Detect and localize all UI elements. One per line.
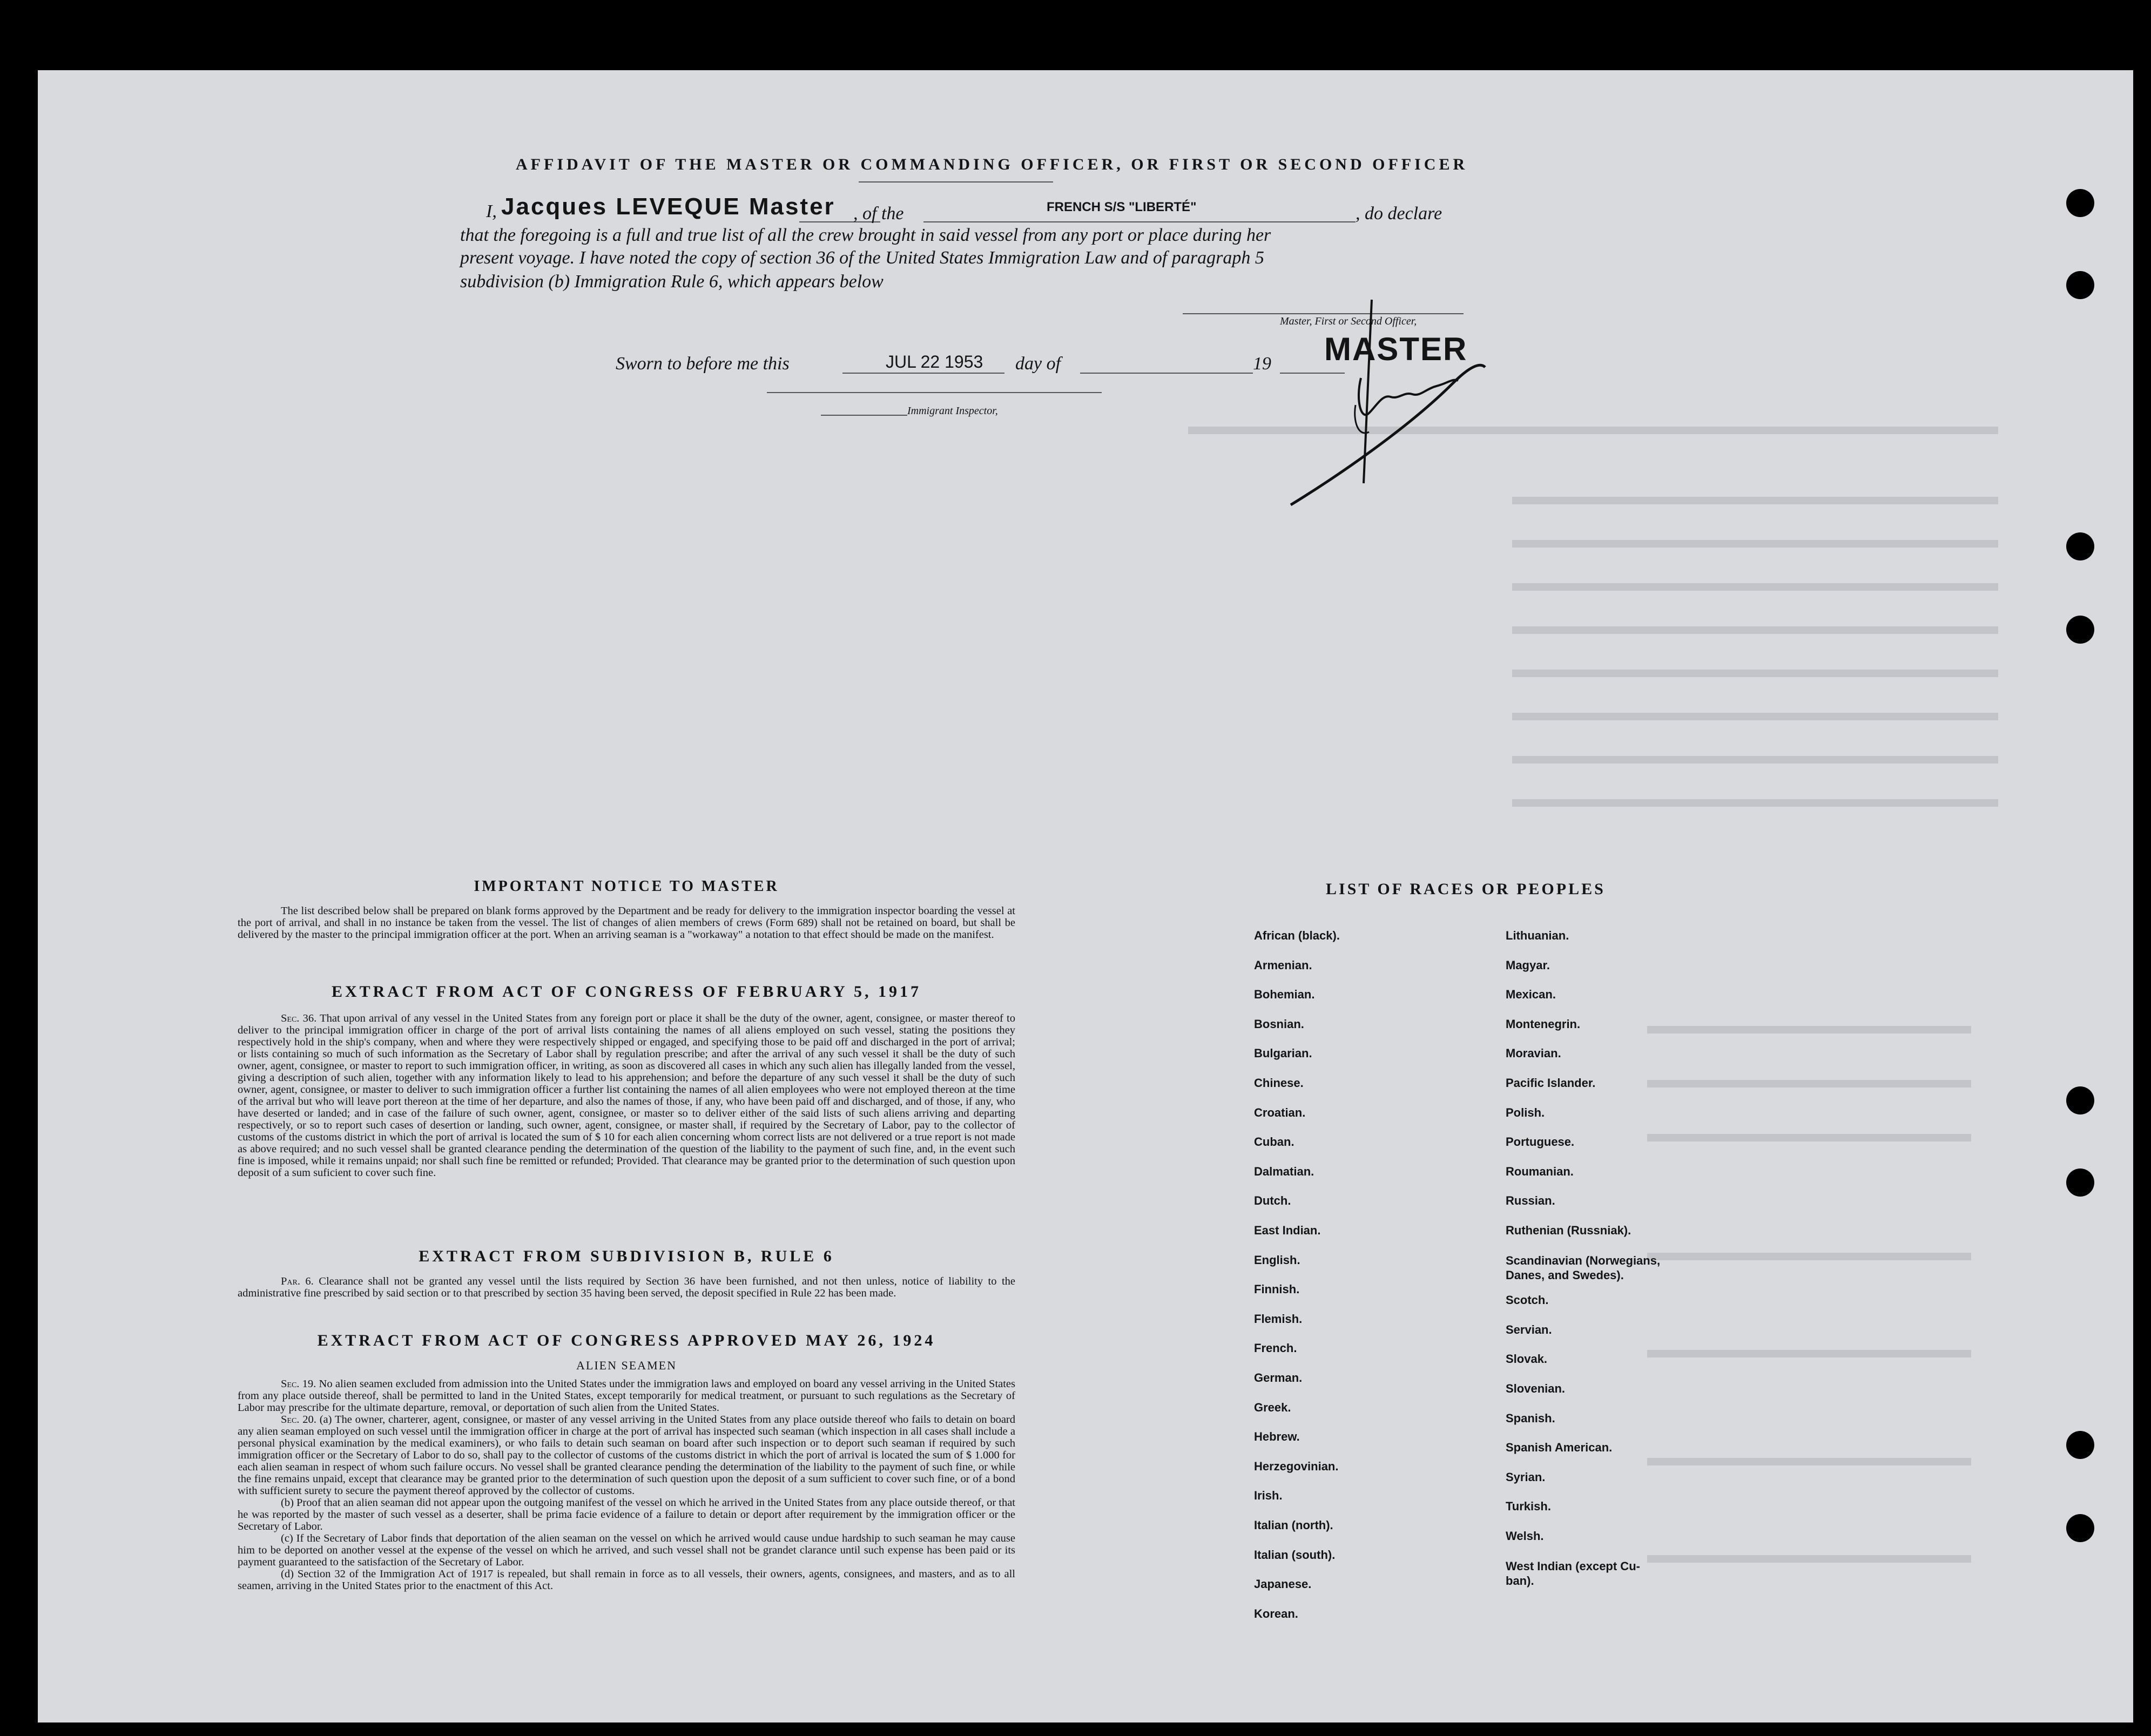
race-item: Italian (north). (1254, 1518, 1333, 1532)
punch-hole (2066, 616, 2094, 644)
master-name: Jacques LEVEQUE Master (501, 193, 835, 220)
race-item: Polish. (1506, 1105, 1545, 1119)
sworn-label: Sworn to before me this (616, 354, 790, 374)
race-item: Flemish. (1254, 1312, 1303, 1326)
race-item: Armenian. (1254, 958, 1312, 972)
race-item: Spanish. (1506, 1411, 1555, 1425)
punch-hole (2066, 1431, 2094, 1459)
race-item: Cuban. (1254, 1135, 1294, 1149)
race-item: Chinese. (1254, 1076, 1304, 1090)
race-item: Mexican. (1506, 988, 1556, 1002)
extract-rule6-text: Par. 6. Clearance shall not be granted any vessel until the lists required by Section 36 have been furnished, and not then unless, notice of liability to the administrative fine prescribed by said section or to that prescribed by section 35 having been served, the deposit specified in Rule 22 has been made. (238, 1275, 1015, 1299)
day-of-label: day of (1015, 354, 1061, 374)
race-item: Bosnian. (1254, 1017, 1304, 1031)
race-item: Japanese. (1254, 1577, 1312, 1591)
race-item: Servian. (1506, 1322, 1552, 1336)
master-caption: Master, First or Second Officer, (1280, 315, 1417, 327)
race-item: Turkish. (1506, 1499, 1551, 1514)
race-item: French. (1254, 1341, 1297, 1355)
race-item: Slovak. (1506, 1352, 1548, 1366)
race-item: Italian (south). (1254, 1548, 1336, 1562)
race-item: West Indian (except Cu- ban). (1506, 1559, 1640, 1588)
punch-hole (2066, 1086, 2094, 1114)
punch-hole (2066, 1168, 2094, 1197)
extract-rule6-sec: Par. 6. (281, 1275, 314, 1287)
race-item: Magyar. (1506, 958, 1550, 972)
punch-hole (2066, 271, 2094, 299)
race-item: African (black). (1254, 929, 1340, 942)
race-item: English. (1254, 1253, 1300, 1267)
date-stamp: JUL 22 1953 (886, 352, 983, 371)
do-declare-label: , do declare (1356, 204, 1442, 224)
race-item: Croatian. (1254, 1105, 1306, 1119)
inspector-caption: Immigrant Inspector, (907, 405, 998, 417)
race-item: Spanish American. (1506, 1441, 1613, 1455)
extract-1924-text: Sec. 19. No alien seamen excluded from admission into the United States under the immigration laws and employed on board any vessel arriving in the United States from any place outside thereof, shall be permitted to land in the United States, except temporarily for medical treatment, or pursuant to such regulations as the Secretary of Labor may prescribe for the ultimate departure, removal, or deportation of such alien from the United States. Sec. 20. (a) The owner, charterer, agent, consignee, or master of any vessel arriving in the United States from any place outside thereof who fails to detain on board any alien seaman employed on such vessel until the immigration officer in charge at the port of arrival has inspected such seaman (which inspection in all cases shall include a personal physical examination by the medical examiners), or who fails to detain such seaman on board after such inspection or to deport such seaman if required by such immigration officer or the Secretary of Labor to do so, shall pay to the collector of customs of the customs district in which the port of arrival is located the sum of $ 1.000 for each alien seaman in respect of whom such failure occurs. No vessel shall be granted clearance pending the determination of the liability to the payment of such fine, or while the fine remains unpaid, except that clearance may be granted prior to the determination of such question upon the deposit of a sum sufficient to cover such fine, or of a bond with sufficient surety to secure the payment thereof approved by the collector of customs. (b) Proof that an alien seaman did not appear upon the outgoing manifest of the vessel on which he arrived in the United States from any place outside thereof, or that he was reported by the master of such vessel as a deserter, shall be prima facie evidence of a failure to detain or deport after requirement by the immigration officer or the Secretary of Labor. (c) If the Secretary of Labor finds that deportation of the alien seaman on the vessel on which he arrived would cause undue hardship to such seaman he may cause him to be deported on another vessel at the expense of the vessel on which he arrived, and such vessel shall not be grandet clarance until such expense has been paid or its payment guaranteed to the satisfaction of the Secretary of Labor. (d) Section 32 of the Immigration Act of 1917 is repealed, but shall remain in force as to all vessels, their owners, agents, consignees, and masters, and as to all seamen, arriving in the United States prior to the enactment of this Act. (238, 1378, 1016, 1592)
notice-title: IMPORTANT NOTICE TO MASTER (474, 878, 779, 895)
race-item: Ruthenian (Russniak). (1506, 1224, 1631, 1237)
race-item: Moravian. (1506, 1046, 1561, 1060)
extract-1924-subtitle: ALIEN SEAMEN (576, 1359, 677, 1372)
race-item: German. (1254, 1371, 1303, 1384)
race-item: Welsh. (1506, 1529, 1544, 1543)
race-item: Russian. (1506, 1194, 1555, 1208)
affidavit-i: I, (486, 201, 497, 221)
race-item: Hebrew. (1254, 1430, 1300, 1444)
race-item: Herzegovinian. (1254, 1459, 1339, 1473)
notice-text: The list described below shall be prepared on blank forms approved by the Department and be ready for delivery to the immigration inspector boarding the vessel at the port of arrival, and shall in no instance be taken from the vessel. The list of changes of alien members of crews (Form 689) shall not be retained on board, but shall be delivered by the master to the principal immigration officer at the port. When an arriving seaman is a "workaway" a notation to that effect should be made on the manifest. (238, 905, 1015, 941)
extract-rule6-title: EXTRACT FROM SUBDIVISION B, RULE 6 (419, 1247, 834, 1265)
affidavit-line-2: that the foregoing is a full and true list of all the crew brought in said vessel from any port or place during her (460, 225, 1271, 245)
punch-hole (2066, 1514, 2094, 1542)
race-item: Roumanian. (1506, 1164, 1574, 1178)
race-item: Finnish. (1254, 1282, 1300, 1296)
vessel-name: FRENCH S/S "LIBERTÉ" (1047, 200, 1197, 214)
of-the-label: , of the (853, 204, 904, 224)
race-item: Montenegrin. (1506, 1017, 1581, 1031)
master-stamp: MASTER (1324, 331, 1468, 367)
race-item: Dalmatian. (1254, 1164, 1314, 1178)
race-item: Bulgarian. (1254, 1046, 1312, 1060)
race-item: Scotch. (1506, 1293, 1549, 1307)
race-item: Scandinavian (Norwegians, Danes, and Swedes). (1506, 1253, 1661, 1282)
punch-hole (2066, 532, 2094, 560)
master-signature (1275, 297, 1501, 524)
race-item: Portuguese. (1506, 1135, 1575, 1149)
race-item: Bohemian. (1254, 988, 1315, 1002)
extract-1917-text: Sec. 36. That upon arrival of any vessel in the United States from any foreign port or place it shall be the duty of the owner, agent, consignee, or master thereof to deliver to the principal immigration officer in charge of the port of arrival lists containing the names of all aliens employed on such vessel, stating the positions they respectively hold in the ship's company, when and where they were respectively shipped or engaged, and specifying those to be paid off and discharged in the port of arrival; or lists containing so much of such information as the Secretary of Labor shall by regulation prescribe; and after the arrival of any such vessel it shall be the duty of such owner, agent, consignee, or master to report to such immigration officer, in writing, as soon as discovered all cases in which any such alien has illegally landed from the vessel, giving a description of such alien, together with any information likely to lead to his apprehension; and before the departure of any such vessel it shall be the duty of such owner, agent, consignee, or master to deliver to such immigration officer a further list containing the names of all alien employees who were not employed thereon at the time of the arrival but who will leave port thereon at the time of her departure, and also the names of those, if any, who have been paid off and discharged, and of those, if any, who have deserted or landed; and in case of the failure of such owner, agent, consignee, or master so to deliver either of the said lists of such aliens arriving and departing respectively, or so to report such cases of desertion or landing, such owner, agent, consignee, or master shall, if required by the Secretary of Labor, pay to the collector of customs of the customs district in which the port of arrival is located the sum of $ 10 for each alien concerning whom correct lists are not delivered or a true report is not made as above required; and no such vessel shall be granted clearance pending the determination of the question of the liability to the payment of such fine, and, in the event such fine is imposed, while it remains unpaid; nor shall such fine be remitted or refunded; Provided. That clearance may be granted prior to the determination of such question upon deposit of a sum suficient to cover such fine. (238, 1012, 1015, 1179)
race-item: Korean. (1254, 1606, 1298, 1620)
race-item: Irish. (1254, 1489, 1283, 1503)
race-item: Slovenian. (1506, 1382, 1566, 1395)
affidavit-line-3: present voyage. I have noted the copy of section 36 of the United States Immigration Law and of paragraph 5 (460, 248, 1264, 268)
extract-1917-title: EXTRACT FROM ACT OF CONGRESS OF FEBRUARY 5, 1917 (331, 983, 922, 1001)
year-prefix: 19 (1253, 354, 1271, 374)
affidavit-line-4: subdivision (b) Immigration Rule 6, which appears below (460, 272, 884, 292)
affidavit-title: AFFIDAVIT OF THE MASTER OR COMMANDING OFFICER, OR FIRST OR SECOND OFFICER (516, 156, 1468, 173)
races-title: LIST OF RACES OR PEOPLES (1326, 880, 1606, 898)
race-item: East Indian. (1254, 1224, 1321, 1237)
extract-1924-title: EXTRACT FROM ACT OF CONGRESS APPROVED MAY 26, 1924 (317, 1332, 936, 1349)
race-item: Syrian. (1506, 1470, 1546, 1484)
extract-1917-sec: Sec. 36. (281, 1012, 317, 1024)
punch-hole (2066, 189, 2094, 217)
race-item: Lithuanian. (1506, 929, 1569, 942)
race-item: Dutch. (1254, 1194, 1291, 1208)
race-item: Greek. (1254, 1400, 1291, 1414)
race-item: Pacific Islander. (1506, 1076, 1596, 1090)
